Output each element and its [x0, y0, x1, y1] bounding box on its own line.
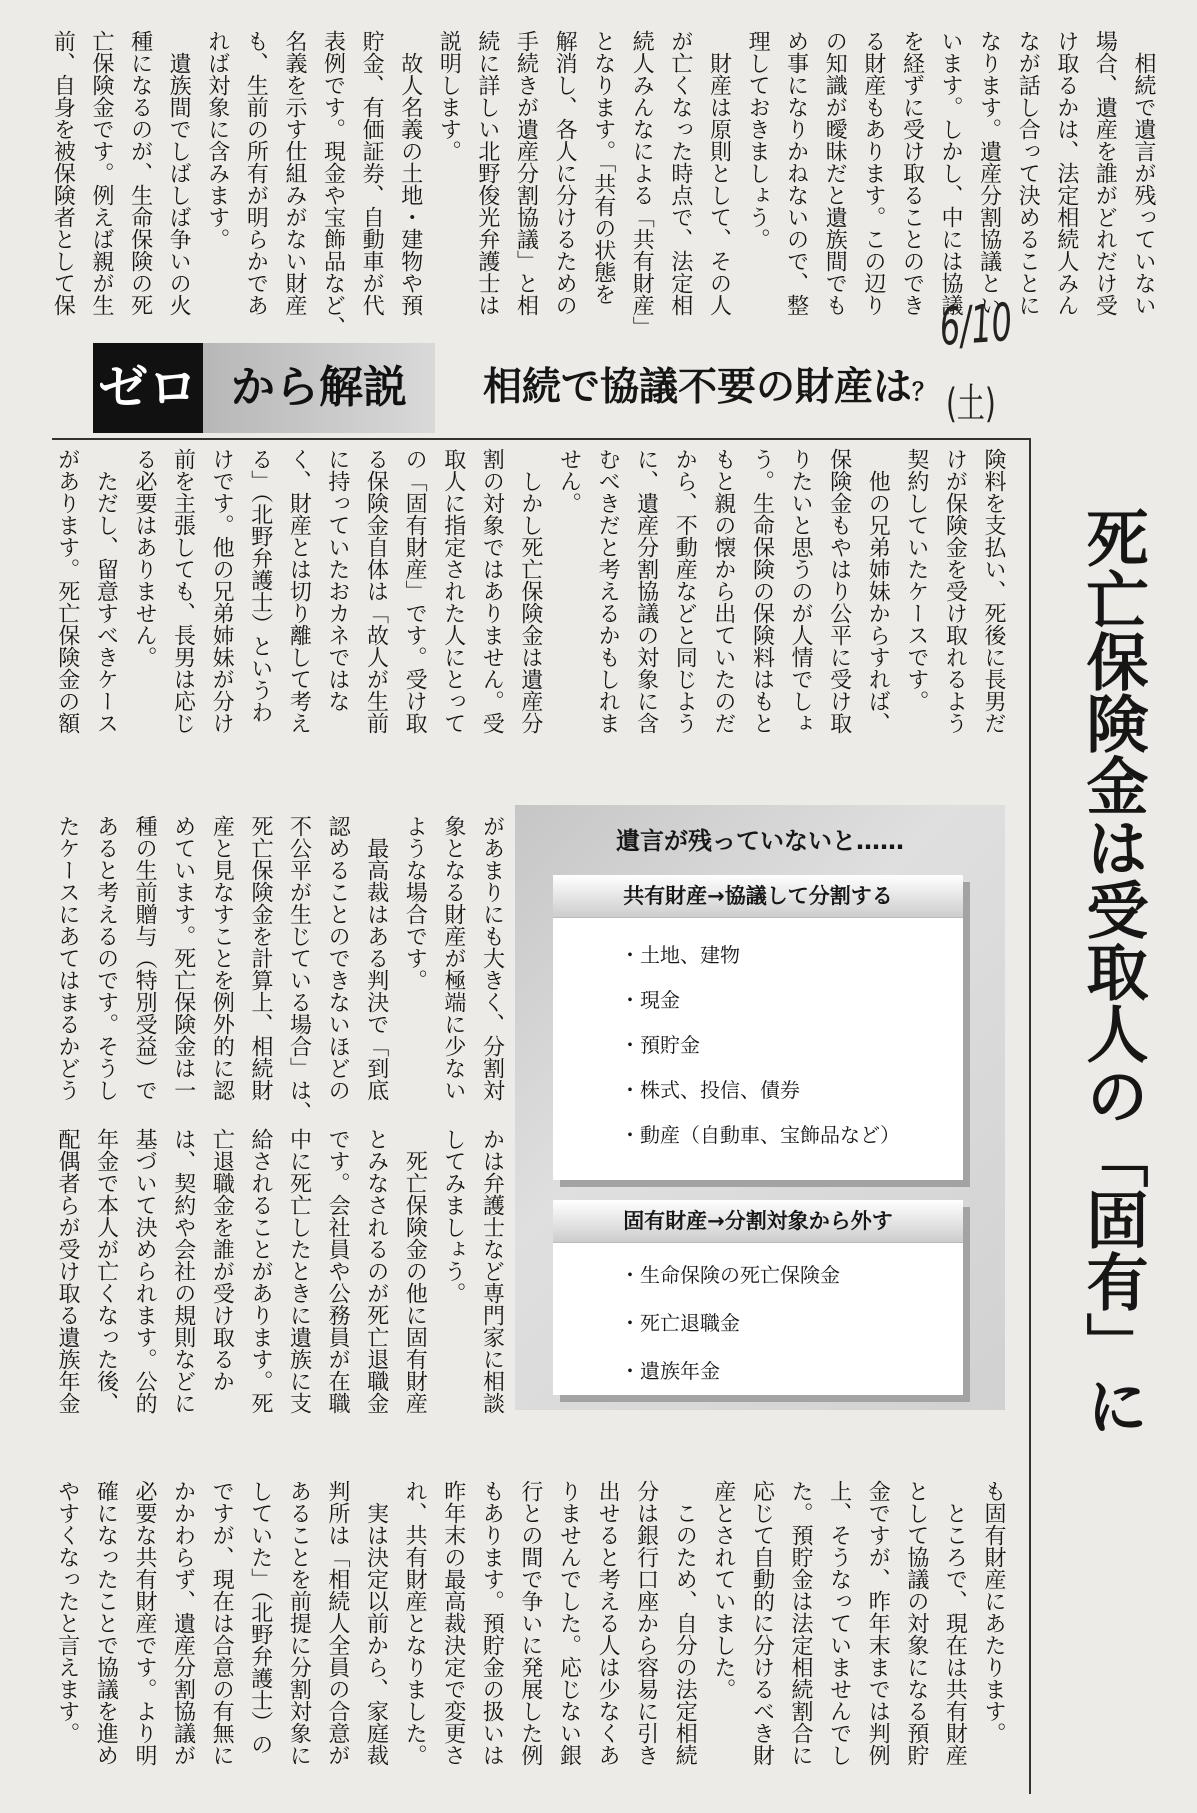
- info-list-item: ・動産（自動車、宝飾品など）: [620, 1123, 900, 1147]
- text-column: もあります。預貯金の扱いは: [479, 1480, 505, 1766]
- text-column: 解消し、各人に分けるための: [552, 30, 578, 316]
- text-column: 認めることのできないほどの: [325, 815, 351, 1101]
- text-column: たケースにあてはまるかどう: [54, 815, 80, 1101]
- text-column: 貯金、有価証券、自動車が代: [359, 30, 385, 316]
- text-column: 遺族間でしばしば争いの火: [166, 30, 192, 316]
- text-column: た。預貯金は法定相続割合に: [788, 1480, 814, 1766]
- text-column: 割の対象ではありません。受: [479, 448, 505, 734]
- series-label-kaisetsu: から解説: [203, 343, 435, 433]
- info-list: [620, 933, 900, 1158]
- text-column: となります。「共有の状態を: [590, 30, 616, 305]
- info-section-header: 固有財産→分割対象から外す: [553, 1200, 963, 1243]
- info-box: [515, 805, 1005, 1410]
- text-column: る財産もあります。この辺り: [860, 30, 886, 316]
- info-list-item: ・生命保険の死亡保険金: [620, 1263, 840, 1287]
- text-column: 表例です。現金や宝飾品など、: [320, 30, 346, 338]
- text-column: かかわらず、遺産分割協議が: [170, 1480, 196, 1766]
- text-column: に、遺産分割協議の対象に含: [633, 448, 659, 734]
- text-column: 種になるのが、生命保険の死: [127, 30, 153, 316]
- text-column: 亡保険金です。例えば親が生: [88, 30, 114, 316]
- text-column: 応じて自動的に分けるべき財: [749, 1480, 775, 1766]
- text-column: 産とされていました。: [710, 1480, 736, 1700]
- info-list-item: ・現金: [620, 988, 680, 1012]
- text-column: も、生前の所有が明らかであ: [243, 30, 269, 316]
- text-column: ような場合です。: [402, 815, 428, 991]
- text-column: 故人名義の土地・建物や預: [397, 30, 423, 316]
- text-column: なが話し合って決めることに: [1015, 30, 1041, 316]
- text-column: もと親の懐から出ていたのだ: [710, 448, 736, 734]
- text-column: ところで、現在は共有財産: [942, 1480, 968, 1766]
- handwritten-date: 6/10: [937, 292, 1015, 358]
- text-column: りませんでした。応じない銀: [556, 1480, 582, 1766]
- text-column: め事になりかねないので、整: [783, 30, 809, 316]
- text-column: があまりにも大きく、分割対: [479, 815, 505, 1101]
- text-column: 相続で遺言が残っていない: [1131, 30, 1156, 316]
- text-column: の「固有財産」です。受け取: [402, 448, 428, 734]
- text-column: る保険金自体は「故人が生前: [363, 448, 389, 734]
- text-column: 死亡保険金を計算上、相続財: [247, 815, 273, 1101]
- article-text-bottom: [47, 1480, 1012, 1798]
- text-column: 中に死亡したときに遺族に支: [286, 1128, 312, 1414]
- text-column: 確になったことで協議を進め: [93, 1480, 119, 1766]
- text-column: 種の生前贈与（特別受益）で: [132, 815, 158, 1101]
- article-text-left-lower: [47, 1128, 510, 1438]
- text-column: けが保険金を受け取れるよう: [942, 448, 968, 734]
- text-column: 産と見なすことを例外的に認: [209, 815, 235, 1101]
- text-column: れば対象に含みます。: [204, 30, 230, 250]
- text-column: は、契約や会社の規則などに: [170, 1128, 196, 1414]
- text-column: けです。他の兄弟姉妹が分け: [209, 448, 235, 734]
- text-column: なります。遺産分割協議とい: [976, 30, 1002, 316]
- text-column: 取人に指定された人にとって: [440, 448, 466, 734]
- text-column: 名義を示す仕組みがない財産: [281, 30, 307, 316]
- text-column: 年金で本人が亡くなった後、: [93, 1128, 119, 1414]
- text-column: 続人みんなによる「共有財産」: [629, 30, 655, 338]
- text-column: 手続きが遺産分割協議」と相: [513, 30, 539, 316]
- text-column: 説明します。: [436, 30, 462, 162]
- text-column: として協議の対象になる預貯: [903, 1480, 929, 1766]
- text-column: う。生命保険の保険料はもと: [749, 448, 775, 734]
- text-column: 行との間で争いに発展した例: [517, 1480, 543, 1766]
- text-column: むべきだと考えるかもしれま: [595, 448, 621, 734]
- text-column: から、不動産などと同じよう: [672, 448, 698, 734]
- text-column: せん。: [556, 448, 582, 514]
- headline: 死亡保険金は受取人の「固有」に: [1076, 506, 1149, 1436]
- info-box-title: 遺言が残っていないと……: [616, 827, 904, 855]
- handwritten-weekday: (土): [946, 381, 996, 427]
- text-column: を経ずに受け取ることのでき: [899, 30, 925, 316]
- article-text-middle: [47, 448, 1012, 770]
- info-list-item: ・株式、投信、債券: [620, 1078, 800, 1102]
- text-column: してみましょう。: [440, 1128, 466, 1304]
- text-column: 配偶者らが受け取る遺族年金: [54, 1128, 80, 1414]
- text-column: 象となる財産が極端に少ない: [440, 815, 466, 1101]
- text-column: このため、自分の法定相続: [672, 1480, 698, 1766]
- text-column: 出せると考える人は少なくあ: [595, 1480, 621, 1766]
- text-column: 険料を支払い、死後に長男だ: [981, 448, 1006, 734]
- text-column: 実は決定以前から、家庭裁: [363, 1480, 389, 1766]
- article-text-left-upper: [47, 815, 510, 1125]
- banner-question-mark: ？: [912, 378, 937, 406]
- text-column: 場合、遺産を誰がどれだけ受: [1092, 30, 1118, 316]
- info-section-header: 共有財産→協議して分割する: [553, 875, 963, 918]
- text-column: 分は銀行口座から容易に引き: [633, 1480, 659, 1766]
- text-column: 財産は原則として、その人: [706, 30, 732, 316]
- text-column: く、財産とは切り離して考え: [286, 448, 312, 734]
- text-column: 必要な共有財産です。より明: [131, 1480, 157, 1766]
- text-column: 給されることがあります。死: [247, 1128, 273, 1414]
- text-column: 最高裁はある判決で「到底: [363, 815, 389, 1101]
- text-column: る」（北野弁護士）というわ: [247, 448, 273, 723]
- text-column: れ、共有財産となりました。: [402, 1480, 428, 1766]
- banner-title: [483, 355, 936, 421]
- text-column: 理しておきましょう。: [745, 30, 771, 250]
- text-column: やすくなったと言えます。: [54, 1480, 80, 1744]
- text-column: 昨年末の最高裁決定で変更さ: [440, 1480, 466, 1766]
- text-column: ですが、現在は合意の有無に: [209, 1480, 235, 1766]
- text-column: めています。死亡保険金は一: [170, 815, 196, 1101]
- text-column: しかし死亡保険金は遺産分: [517, 448, 543, 734]
- info-list-item: ・死亡退職金: [620, 1311, 740, 1335]
- text-column: も固有財産にあたります。: [981, 1480, 1006, 1744]
- text-column: 金ですが、昨年末までは判例: [865, 1480, 891, 1766]
- text-column: 判所は「相続人全員の合意が: [324, 1480, 350, 1766]
- text-column: 前、自身を被保険者として保: [50, 30, 76, 316]
- info-section-shared-assets: [553, 875, 963, 1180]
- text-column: 不公平が生じている場合」は、: [286, 815, 312, 1123]
- text-column: 契約していたケースです。: [903, 448, 929, 712]
- text-column: ただし、留意すべきケース: [93, 448, 119, 734]
- text-column: かは弁護士など専門家に相談: [479, 1128, 505, 1414]
- text-column: います。しかし、中には協議: [938, 30, 964, 316]
- text-column: 死亡保険金の他に固有財産: [402, 1128, 428, 1414]
- text-column: 上、そうなっていませんでし: [826, 1480, 852, 1766]
- frame-rule-vertical: [1029, 438, 1031, 1794]
- text-column: 亡退職金を誰が受け取るか: [209, 1128, 235, 1392]
- text-column: の知識が曖昧だと遺族間でも: [822, 30, 848, 316]
- text-column: が亡くなった時点で、法定相: [667, 30, 693, 316]
- text-column: りたいと思うのが人情でしょ: [788, 448, 814, 734]
- text-column: あると考えるのです。そうし: [93, 815, 119, 1101]
- text-column: 続に詳しい北野俊光弁護士は: [474, 30, 500, 316]
- text-column: です。会社員や公務員が在職: [325, 1128, 351, 1414]
- text-column: け取るかは、法定相続人みん: [1053, 30, 1079, 316]
- info-list-item: ・土地、建物: [620, 943, 740, 967]
- text-column: 前を主張しても、長男は応じ: [170, 448, 196, 734]
- info-list-item: ・遺族年金: [620, 1359, 720, 1383]
- text-column: 基づいて決められます。公的: [132, 1128, 158, 1414]
- text-column: していた」（北野弁護士）の: [247, 1480, 273, 1755]
- text-column: 保険金もやはり公平に受け取: [826, 448, 852, 734]
- series-label-zero: ゼロ: [93, 343, 203, 433]
- text-column: に持っていたおカネではな: [324, 448, 350, 712]
- text-column: とみなされるのが死亡退職金: [363, 1128, 389, 1414]
- info-section-own-assets: [553, 1200, 963, 1395]
- frame-rule-horizontal: [52, 438, 1030, 440]
- banner-title-text: 相続で協議不要の財産は: [483, 365, 913, 410]
- text-column: 他の兄弟姉妹からすれば、: [865, 448, 891, 734]
- text-column: る必要はありません。: [131, 448, 157, 668]
- text-column: あることを前提に分割対象に: [286, 1480, 312, 1766]
- info-list: [620, 1251, 840, 1395]
- text-column: があります。死亡保険金の額: [54, 448, 80, 734]
- info-list-item: ・預貯金: [620, 1033, 700, 1057]
